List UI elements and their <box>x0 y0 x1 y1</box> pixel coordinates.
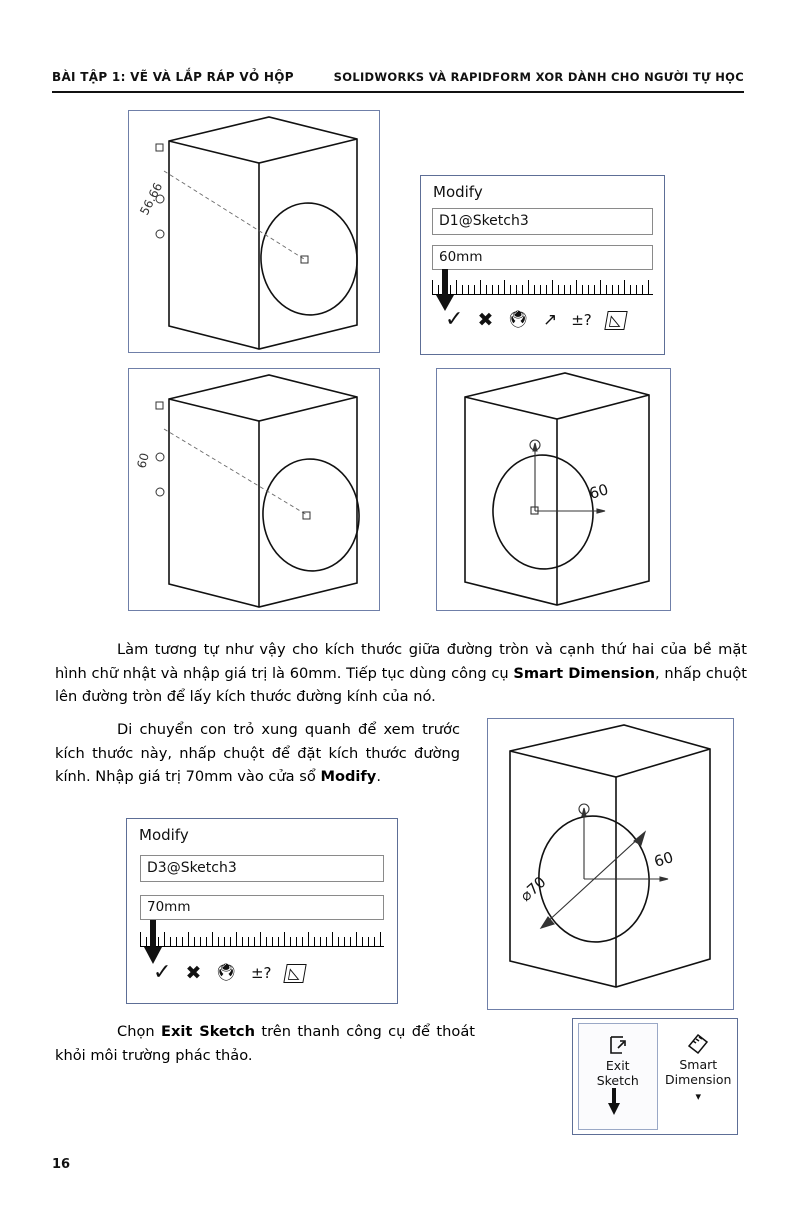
paragraph-3-part-c: trên thanh công cụ để thoát khỏi môi trường phác thảo. <box>55 1023 475 1064</box>
check-icon[interactable]: ✓ <box>153 960 172 985</box>
figure-2-frame <box>128 368 380 611</box>
figure-4-diameter-label: ⌀70 <box>516 872 550 905</box>
cursor-arrow-icon <box>605 1088 629 1118</box>
ruler-major-ticks <box>140 926 384 946</box>
figure-4-frame <box>487 718 734 1010</box>
modify-dialog-1-icon-row[interactable] <box>445 309 625 331</box>
modify-dialog-2-name-field[interactable]: D3@Sketch3 <box>140 855 384 882</box>
smart-dimension-dropdown-caret[interactable]: ▾ <box>695 1089 702 1103</box>
modify-dialog-1-value-input[interactable]: 60mm <box>432 245 653 270</box>
check-icon[interactable]: ✓ <box>445 307 464 332</box>
modify-dialog-2-ruler[interactable] <box>140 926 384 947</box>
paragraph-3-part-a: Chọn <box>117 1023 162 1040</box>
cancel-icon[interactable]: ✖ <box>477 308 494 331</box>
paragraph-2-part-c: . <box>376 768 381 786</box>
figure-4-dimension-label: 60 <box>651 848 676 871</box>
paragraph-1-part-a: Làm tương tự như vậy cho kích thước giữa đường tròn và cạnh thứ hai của bề mặt hình chữ nhật và nhập giá trị là 60mm. Tiếp tục dùng công cụ <box>55 641 747 682</box>
paragraph-1-part-c: , nhấp chuột lên đường tròn để lấy kích thước đường kính của nó. <box>55 664 747 706</box>
figure-1-dimension-label: 56.66 <box>137 180 166 218</box>
cancel-icon[interactable]: ✖ <box>185 961 202 984</box>
tolerance-icon[interactable]: ±? <box>571 310 592 329</box>
figure-2-drawing <box>129 369 379 610</box>
modify-dialog-2-icon-row[interactable] <box>153 962 305 984</box>
figure-4-drawing <box>488 719 733 1009</box>
smart-dimension-icon <box>660 1031 738 1057</box>
exit-sketch-button[interactable] <box>578 1023 658 1130</box>
ruler-major-ticks <box>432 274 653 294</box>
paragraph-3 <box>55 1020 475 1067</box>
modify-dialog-1-ruler[interactable] <box>432 274 653 295</box>
paragraph-2 <box>55 718 460 789</box>
tolerance-icon[interactable]: ±? <box>250 963 272 982</box>
exit-sketch-icon <box>579 1032 657 1058</box>
exit-sketch-label-line2: Sketch <box>596 1073 639 1089</box>
page-number: 16 <box>52 1157 71 1172</box>
figure-3-drawing <box>437 369 670 610</box>
rebuild-icon[interactable]: 🖲 <box>507 309 529 330</box>
mark-for-drawing-icon[interactable]: ◺ <box>284 964 307 983</box>
header-divider <box>52 91 744 93</box>
smart-dimension-button[interactable] <box>660 1023 738 1130</box>
rebuild-icon[interactable]: 🖲 <box>215 962 237 983</box>
modify-dialog-2-title: Modify <box>139 826 189 844</box>
modify-dialog-1[interactable] <box>420 175 665 355</box>
reverse-icon[interactable]: ↗ <box>542 309 558 330</box>
paragraph-2-bold-modify: Modify <box>320 768 377 786</box>
modify-dialog-1-name-field[interactable]: D1@Sketch3 <box>432 208 653 235</box>
exit-sketch-label-line1: Exit <box>605 1058 630 1073</box>
sketch-toolbar[interactable] <box>572 1018 738 1135</box>
page-header <box>52 70 744 84</box>
modify-dialog-2-value-input[interactable]: 70mm <box>140 895 384 920</box>
smart-dimension-label-line2: Dimension <box>665 1072 732 1088</box>
figure-2-dimension-label: 60 <box>134 451 152 470</box>
figure-1-drawing <box>129 111 379 352</box>
smart-dimension-label-line1: Smart <box>679 1057 718 1072</box>
paragraph-2-part-a: Di chuyển con trỏ xung quanh để xem trước kích thước này, nhấp chuột để đặt kích thước đường kính. Nhập giá trị 70mm vào cửa sổ <box>55 721 460 786</box>
header-left-title: BÀI TẬP 1: VẼ VÀ LẮP RÁP VỎ HỘP <box>52 70 294 84</box>
figure-3-dimension-label: 60 <box>587 480 611 503</box>
paragraph-3-bold-exit-sketch: Exit Sketch <box>161 1023 255 1040</box>
figure-3-frame <box>436 368 671 611</box>
paragraph-1-bold-smart-dimension: Smart Dimension <box>513 664 655 682</box>
header-right-title: SOLIDWORKS VÀ RAPIDFORM XOR DÀNH CHO NGƯỜI TỰ HỌC <box>333 70 744 84</box>
modify-dialog-2[interactable] <box>126 818 398 1004</box>
figure-1-frame <box>128 110 380 353</box>
paragraph-1 <box>55 638 747 709</box>
mark-for-drawing-icon[interactable]: ◺ <box>604 311 627 330</box>
modify-dialog-1-title: Modify <box>433 183 483 201</box>
